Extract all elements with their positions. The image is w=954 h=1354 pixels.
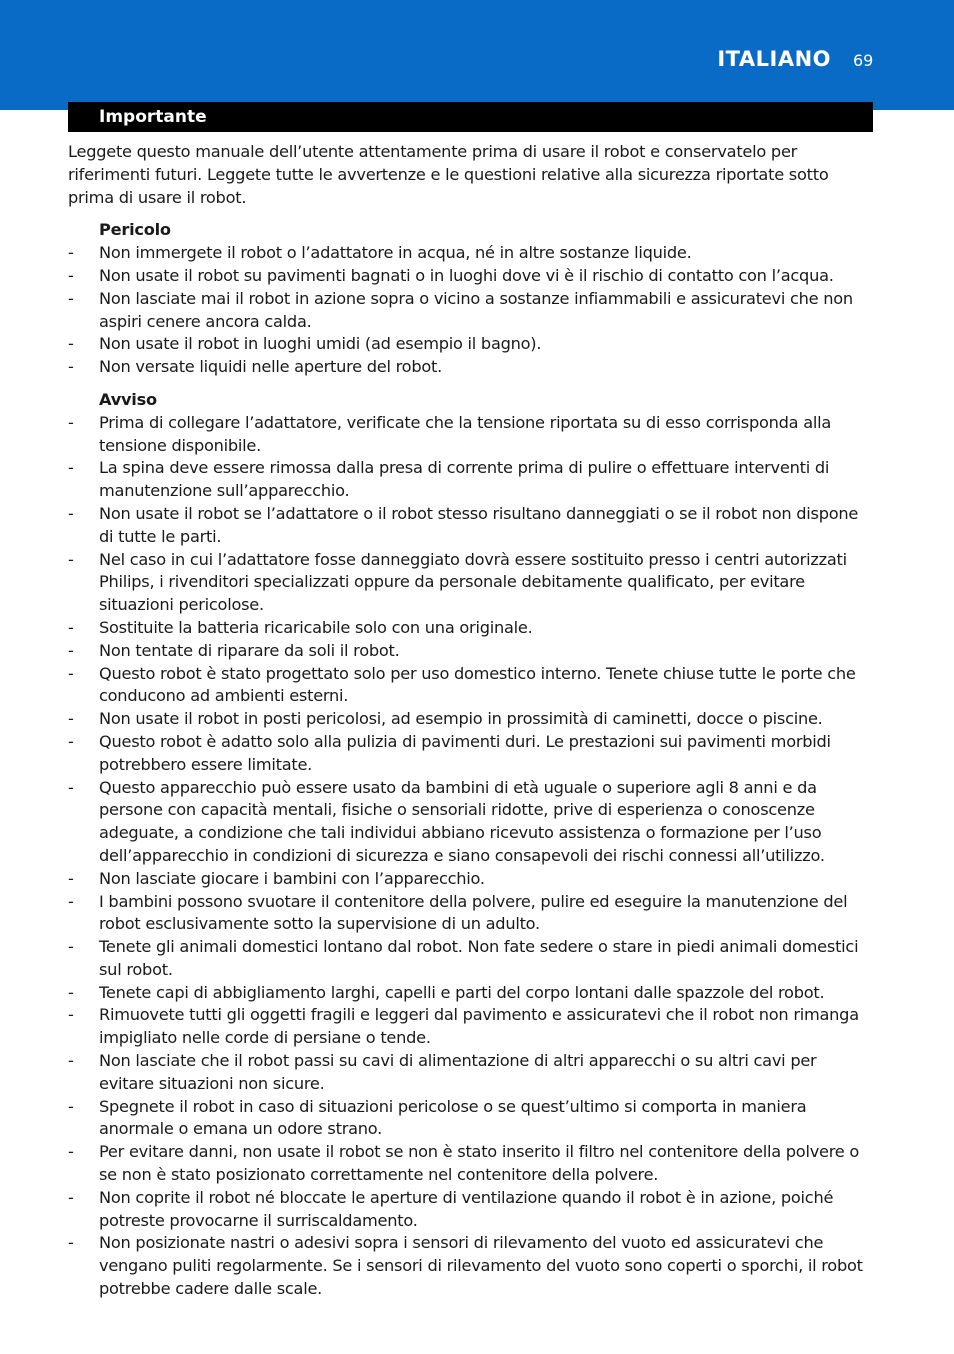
avviso-item (68, 412, 876, 458)
language-label: ITALIANO (717, 47, 831, 71)
list-dash: - (68, 709, 74, 729)
list-item-text: Non usate il robot in luoghi umidi (ad esempio il bagno). (99, 334, 542, 354)
list-dash: - (68, 868, 74, 888)
avviso-item (68, 549, 876, 617)
list-item-text: Questo apparecchio può essere usato da bambini di età uguale o superiore agli 8 anni e da persone con capacità mentali, fisiche o sensoriali ridotte, prive di esperienza o conoscenze adeguate, a condizione che tali individui abbiano ricevuto assistenza o formazione per l’uso dell’apparecchio in condizioni di sicurezza e siano consapevoli dei rischi connessi all’utilizzo. (99, 777, 825, 865)
list-item-text: Non coprite il robot né bloccate le aperture di ventilazione quando il robot è in azione, poiché potreste provocarne il surriscaldamento. (99, 1187, 834, 1230)
list-dash: - (68, 503, 74, 523)
pericolo-item (68, 288, 876, 334)
list-item-text: Questo robot è adatto solo alla pulizia di pavimenti duri. Le prestazioni sui pavimenti morbidi potrebbero essere limitate. (99, 731, 831, 774)
list-item-text: Non posizionate nastri o adesivi sopra i sensori di rilevamento del vuoto ed assicuratevi che vengano puliti regolarmente. Se i sensori di rilevamento del vuoto sono coperti o sporchi, il robot potrebbe cadere dalle scale. (99, 1233, 863, 1299)
avviso-item (68, 1232, 876, 1300)
avviso-item (68, 1004, 876, 1050)
list-dash: - (68, 1051, 74, 1071)
list-dash: - (68, 617, 74, 637)
list-dash: - (68, 412, 74, 432)
list-item-text: Non lasciate giocare i bambini con l’apparecchio. (99, 868, 485, 888)
avviso-item (68, 1141, 876, 1187)
list-item-text: I bambini possono svuotare il contenitore della polvere, pulire ed eseguire la manutenzione del robot esclusivamente sotto la supervisione di un adulto. (99, 891, 848, 934)
list-item-text: Rimuovete tutti gli oggetti fragili e leggeri dal pavimento e assicuratevi che il robot non rimanga impigliato nelle corde di persiane o tende. (99, 1005, 859, 1048)
list-item-text: Non tentate di riparare da soli il robot. (99, 640, 400, 660)
page-number: 69 (853, 51, 874, 70)
avviso-item (68, 708, 876, 731)
list-dash: - (68, 1096, 74, 1116)
pericolo-item (68, 333, 876, 356)
list-dash: - (68, 288, 74, 308)
section-title: Importante (99, 107, 207, 127)
list-dash: - (68, 777, 74, 797)
list-dash: - (68, 243, 74, 263)
list-item-text: Questo robot è stato progettato solo per uso domestico interno. Tenete chiuse tutte le porte che conducono ad ambienti esterni. (99, 663, 856, 706)
list-item-text: Non usate il robot in posti pericolosi, ad esempio in prossimità di caminetti, docce o piscine. (99, 709, 823, 729)
list-item-text: La spina deve essere rimossa dalla presa di corrente prima di pulire o effettuare interventi di manutenzione sull’apparecchio. (99, 458, 830, 501)
avviso-item (68, 1050, 876, 1096)
list-dash: - (68, 549, 74, 569)
list-item-text: Non immergete il robot o l’adattatore in acqua, né in altre sostanze liquide. (99, 243, 692, 263)
avviso-item (68, 617, 876, 640)
avviso-heading: Avviso (99, 389, 157, 409)
list-item-text: Sostituite la batteria ricaricabile solo con una originale. (99, 617, 533, 637)
list-dash: - (68, 1005, 74, 1025)
list-dash: - (68, 937, 74, 957)
list-dash: - (68, 334, 74, 354)
pericolo-item (68, 265, 876, 288)
list-dash: - (68, 982, 74, 1002)
list-item-text: Tenete capi di abbigliamento larghi, capelli e parti del corpo lontani dalle spazzole del robot. (99, 982, 825, 1002)
avviso-item (68, 891, 876, 937)
list-dash: - (68, 731, 74, 751)
list-dash: - (68, 265, 74, 285)
header-bar (0, 0, 954, 110)
pericolo-item (68, 356, 876, 379)
list-item-text: Non usate il robot su pavimenti bagnati o in luoghi dove vi è il rischio di contatto con l’acqua. (99, 265, 834, 285)
list-item-text: Non lasciate che il robot passi su cavi di alimentazione di altri apparecchi o su altri cavi per evitare situazioni non sicure. (99, 1051, 817, 1093)
list-item-text: Non usate il robot se l’adattatore o il robot stesso risultano danneggiati o se il robot non dispone di tutte le parti. (99, 503, 859, 546)
list-item-text: Nel caso in cui l’adattatore fosse danneggiato dovrà essere sostituito presso i centri autorizzati Philips, i rivenditori specializzati oppure da personale debitamente qualificato, per evitare situazioni pericolose. (99, 549, 847, 615)
avviso-item (68, 1187, 876, 1233)
avviso-item (68, 663, 876, 709)
pericolo-list (68, 242, 876, 379)
avviso-item (68, 503, 876, 549)
list-item-text: Non lasciate mai il robot in azione sopra o vicino a sostanze infiammabili e assicuratevi che non aspiri cenere ancora calda. (99, 288, 853, 331)
avviso-item (68, 731, 876, 777)
avviso-item (68, 457, 876, 503)
avviso-item (68, 640, 876, 663)
list-item-text: Spegnete il robot in caso di situazioni pericolose o se quest’ultimo si comporta in maniera anormale o emana un odore strano. (99, 1096, 807, 1139)
document-body (68, 141, 876, 1301)
avviso-item (68, 1096, 876, 1142)
list-item-text: Tenete gli animali domestici lontano dal robot. Non fate sedere o stare in piedi animali domestici sul robot. (99, 937, 859, 979)
avviso-item (68, 868, 876, 891)
list-dash: - (68, 1187, 74, 1207)
list-dash: - (68, 891, 74, 911)
list-dash: - (68, 1233, 74, 1253)
avviso-item (68, 982, 876, 1005)
list-dash: - (68, 1142, 74, 1162)
pericolo-item (68, 242, 876, 265)
avviso-item (68, 936, 876, 982)
pericolo-heading: Pericolo (99, 220, 171, 240)
list-dash: - (68, 663, 74, 683)
list-dash: - (68, 640, 74, 660)
intro-paragraph: Leggete questo manuale dell’utente attentamente prima di usare il robot e conservatelo per riferimenti futuri. Leggete tutte le avvertenze e le questioni relative alla sicurezza riportate sotto prima di usare il robot. (68, 142, 829, 207)
list-item-text: Non versate liquidi nelle aperture del robot. (99, 357, 443, 377)
list-item-text: Per evitare danni, non usate il robot se non è stato inserito il filtro nel contenitore della polvere o se non è stato posizionato correttamente nel contenitore della polvere. (99, 1142, 860, 1185)
avviso-list (68, 412, 876, 1301)
avviso-item (68, 777, 876, 868)
section-title-bar (68, 102, 873, 132)
list-item-text: Prima di collegare l’adattatore, verificate che la tensione riportata su di esso corrisponda alla tensione disponibile. (99, 412, 832, 455)
list-dash: - (68, 458, 74, 478)
list-dash: - (68, 357, 74, 377)
